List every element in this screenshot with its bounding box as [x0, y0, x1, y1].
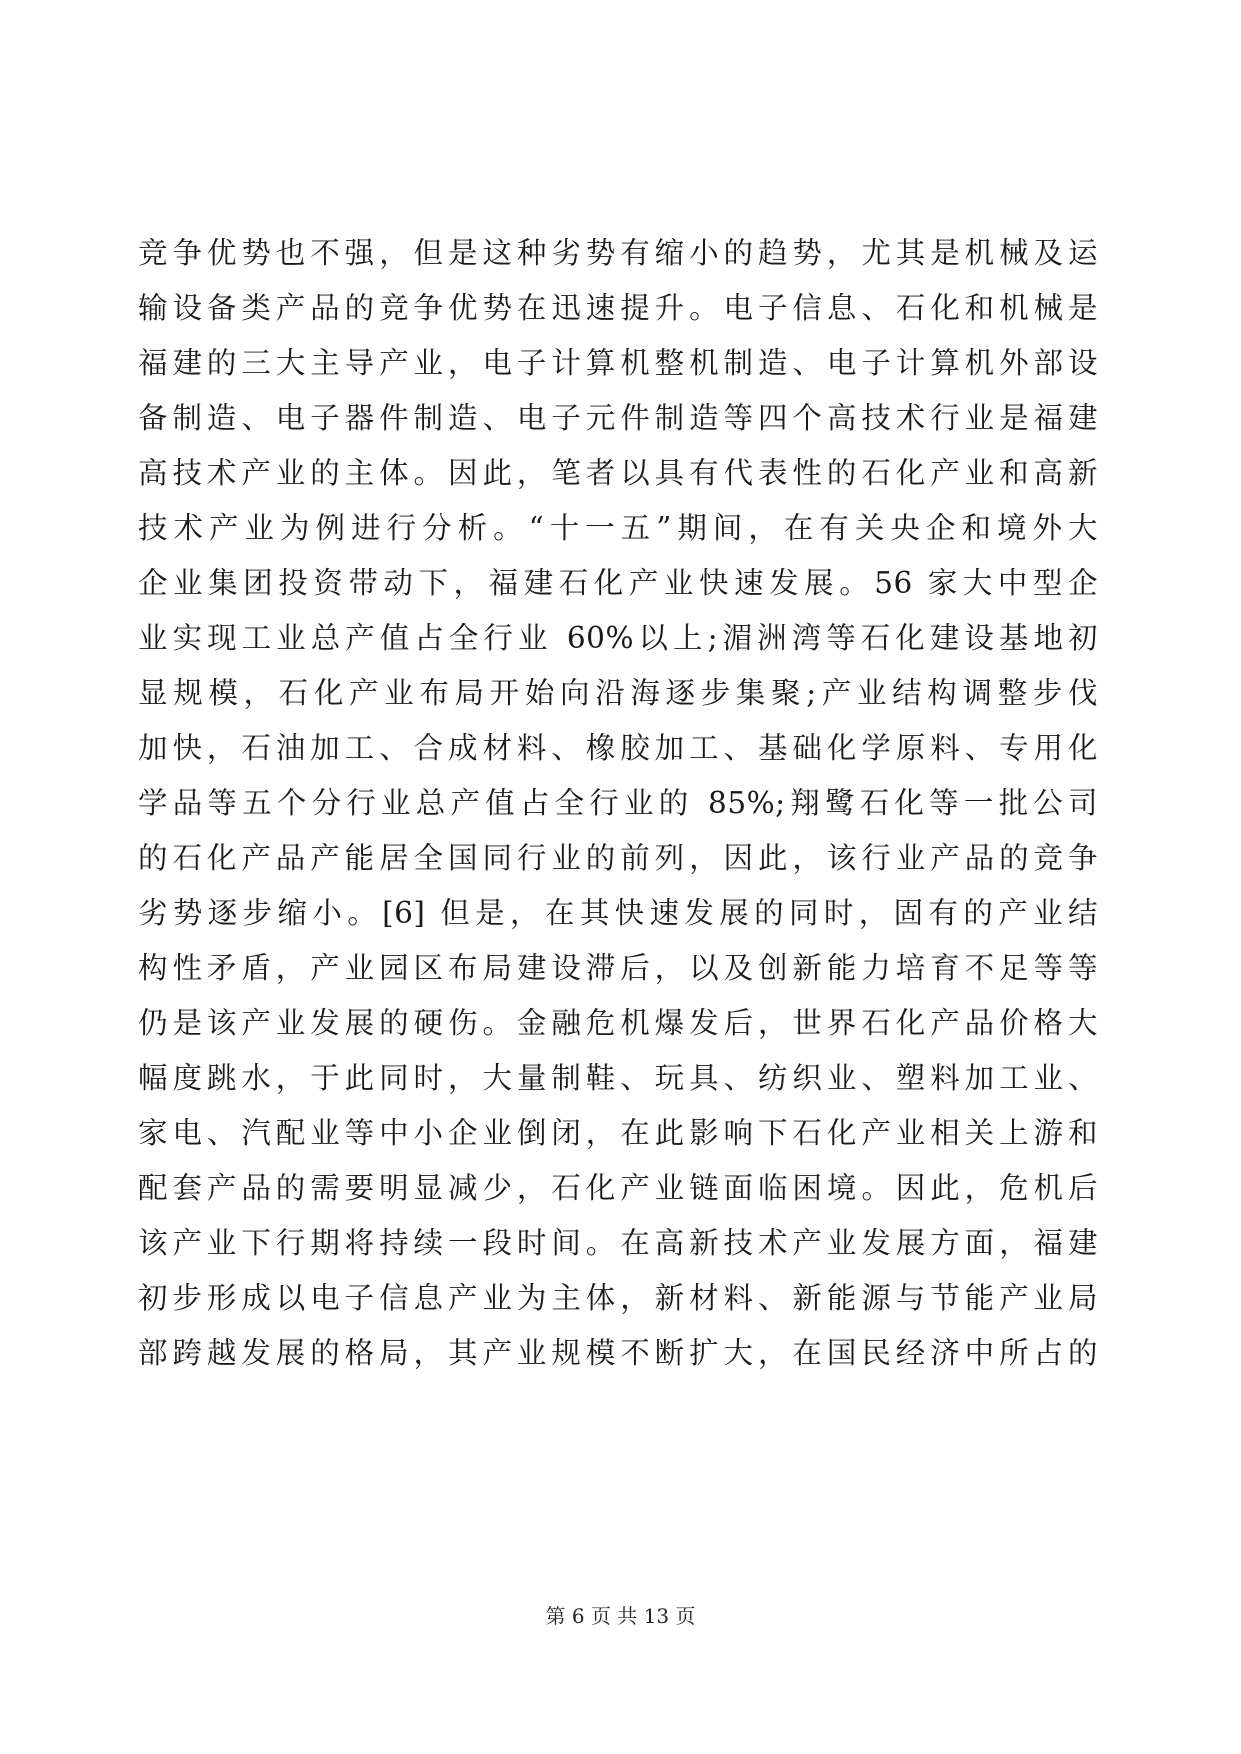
text-line: 福建的三大主导产业，电子计算机整机制造、电子计算机外部设 — [138, 346, 1098, 380]
text-line: 配套产品的需要明显减少，石化产业链面临困境。因此，危机后 — [138, 1171, 1098, 1205]
text-line: 业实现工业总产值占全行业 60%以上;湄洲湾等石化建设基地初 — [138, 621, 1098, 655]
text-line: 该产业下行期将持续一段时间。在高新技术产业发展方面，福建 — [138, 1226, 1098, 1260]
text-line: 输设备类产品的竞争优势在迅速提升。电子信息、石化和机械是 — [138, 291, 1098, 325]
text-line: 学品等五个分行业总产值占全行业的 85%;翔鹭石化等一批公司 — [138, 786, 1098, 820]
text-line: 劣势逐步缩小。[6] 但是，在其快速发展的同时，固有的产业结 — [138, 896, 1098, 930]
text-line: 备制造、电子器件制造、电子元件制造等四个高技术行业是福建 — [138, 401, 1098, 435]
text-line: 家电、汽配业等中小企业倒闭，在此影响下石化产业相关上游和 — [138, 1116, 1098, 1150]
text-line: 初步形成以电子信息产业为主体，新材料、新能源与节能产业局 — [138, 1281, 1098, 1315]
text-line: 竞争优势也不强，但是这种劣势有缩小的趋势，尤其是机械及运 — [138, 236, 1098, 270]
text-line: 加快，石油加工、合成材料、橡胶加工、基础化学原料、专用化 — [138, 731, 1098, 765]
text-line: 仍是该产业发展的硬伤。金融危机爆发后，世界石化产品价格大 — [138, 1006, 1098, 1040]
text-line: 部跨越发展的格局，其产业规模不断扩大，在国民经济中所占的 — [138, 1336, 1098, 1370]
text-line: 显规模，石化产业布局开始向沿海逐步集聚;产业结构调整步伐 — [138, 676, 1098, 710]
text-line: 构性矛盾，产业园区布局建设滞后，以及创新能力培育不足等等 — [138, 951, 1098, 985]
text-line: 企业集团投资带动下，福建石化产业快速发展。56 家大中型企 — [138, 566, 1098, 600]
text-line: 技术产业为例进行分析。“十一五”期间，在有关央企和境外大 — [138, 511, 1098, 545]
text-line: 的石化产品产能居全国同行业的前列，因此，该行业产品的竞争 — [138, 841, 1098, 875]
text-line: 幅度跳水，于此同时，大量制鞋、玩具、纺织业、塑料加工业、 — [138, 1061, 1098, 1095]
text-line: 高技术产业的主体。因此，笔者以具有代表性的石化产业和高新 — [138, 456, 1098, 490]
page-footer: 第 6 页 共 13 页 — [545, 1604, 696, 1628]
body-paragraph — [138, 226, 1098, 1381]
